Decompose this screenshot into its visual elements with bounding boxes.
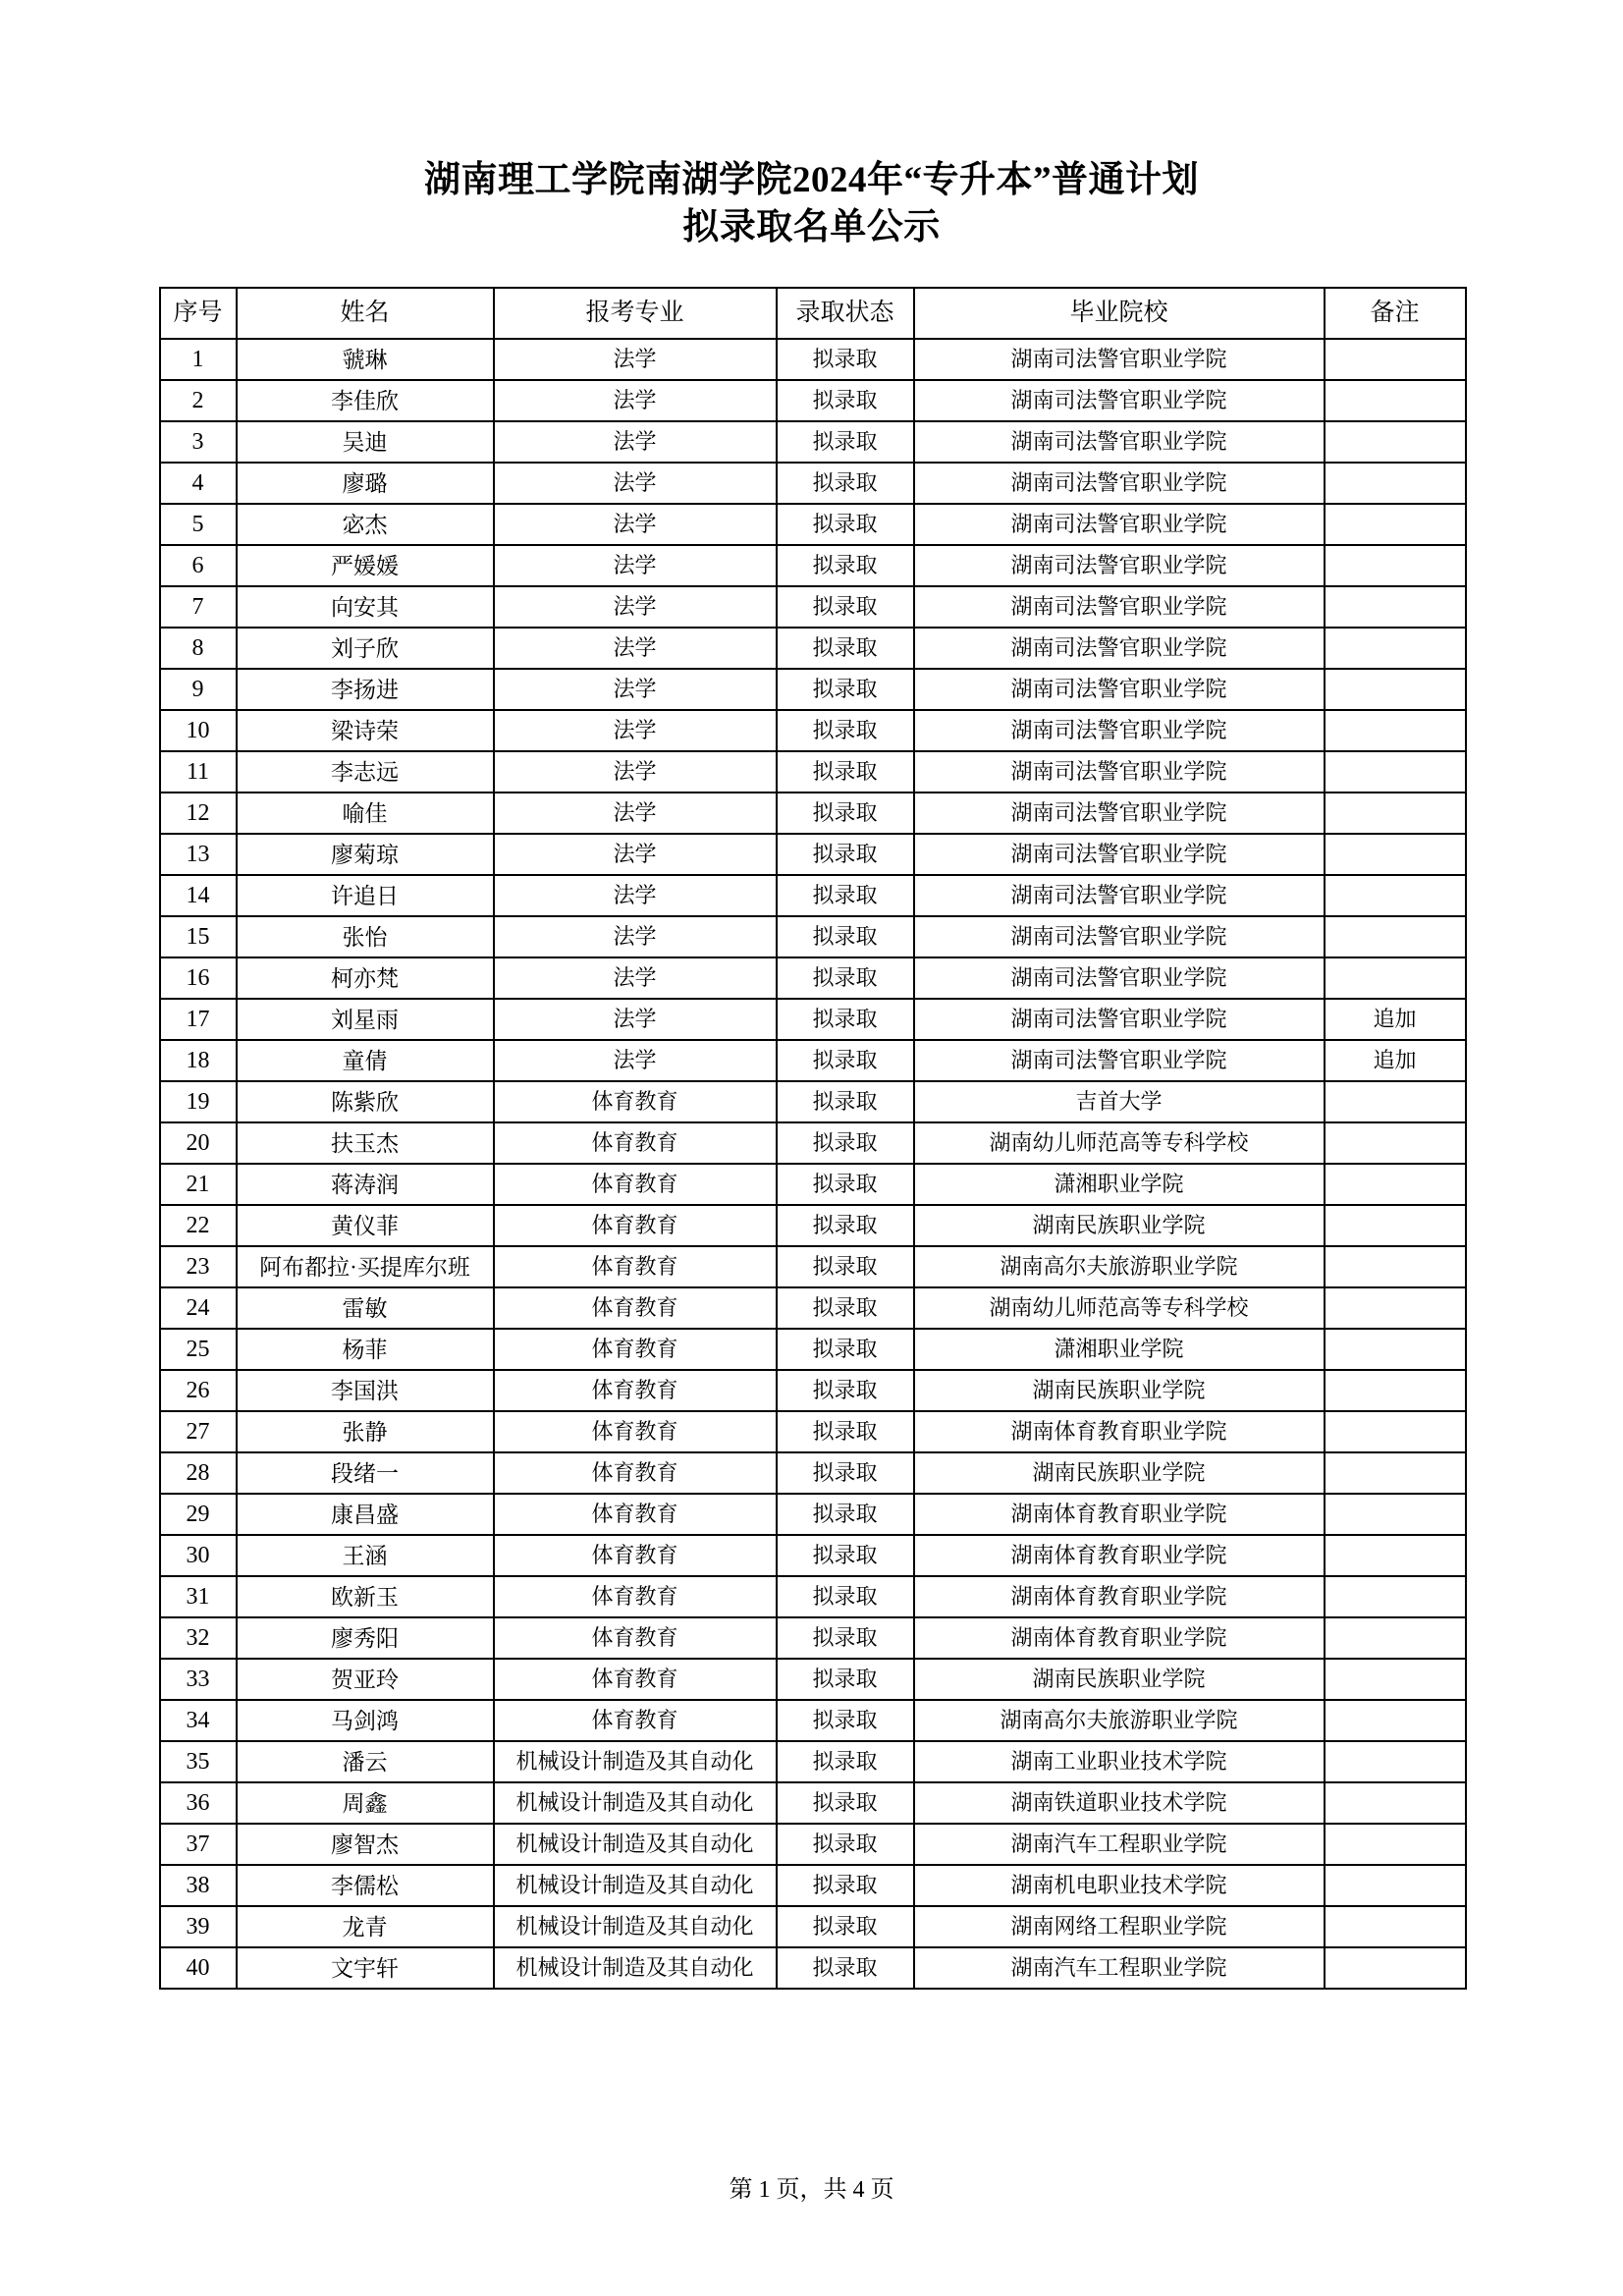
cell-name: 文宇轩 bbox=[237, 1947, 494, 1989]
cell-major: 法学 bbox=[494, 545, 777, 586]
cell-note bbox=[1325, 1906, 1466, 1947]
table-row bbox=[160, 1246, 1466, 1287]
table-row bbox=[160, 545, 1466, 586]
cell-school: 湖南机电职业技术学院 bbox=[914, 1865, 1325, 1906]
cell-name: 康昌盛 bbox=[237, 1494, 494, 1535]
cell-index: 17 bbox=[160, 999, 237, 1040]
cell-note bbox=[1325, 586, 1466, 628]
cell-status: 拟录取 bbox=[777, 1370, 914, 1411]
cell-index: 18 bbox=[160, 1040, 237, 1081]
cell-major: 体育教育 bbox=[494, 1452, 777, 1494]
table-row bbox=[160, 1329, 1466, 1370]
cell-school: 湖南司法警官职业学院 bbox=[914, 957, 1325, 999]
cell-school: 湖南司法警官职业学院 bbox=[914, 916, 1325, 957]
column-header-major: 报考专业 bbox=[494, 288, 777, 339]
cell-note bbox=[1325, 1411, 1466, 1452]
cell-school: 湖南司法警官职业学院 bbox=[914, 504, 1325, 545]
table-row bbox=[160, 1824, 1466, 1865]
cell-school: 湖南司法警官职业学院 bbox=[914, 1040, 1325, 1081]
cell-status: 拟录取 bbox=[777, 1824, 914, 1865]
cell-index: 2 bbox=[160, 380, 237, 421]
cell-status: 拟录取 bbox=[777, 834, 914, 875]
cell-major: 体育教育 bbox=[494, 1700, 777, 1741]
cell-status: 拟录取 bbox=[777, 1164, 914, 1205]
table-header-row bbox=[160, 288, 1466, 339]
cell-index: 22 bbox=[160, 1205, 237, 1246]
cell-status: 拟录取 bbox=[777, 710, 914, 751]
table-row bbox=[160, 1576, 1466, 1617]
document-title bbox=[0, 0, 1623, 251]
cell-major: 法学 bbox=[494, 793, 777, 834]
cell-major: 体育教育 bbox=[494, 1659, 777, 1700]
cell-major: 体育教育 bbox=[494, 1122, 777, 1164]
cell-note bbox=[1325, 1494, 1466, 1535]
cell-note bbox=[1325, 1700, 1466, 1741]
cell-major: 法学 bbox=[494, 999, 777, 1040]
table-row bbox=[160, 586, 1466, 628]
page-footer: 第 1 页，共 4 页 bbox=[729, 2177, 894, 2203]
cell-major: 机械设计制造及其自动化 bbox=[494, 1906, 777, 1947]
cell-note bbox=[1325, 545, 1466, 586]
table-row bbox=[160, 421, 1466, 463]
cell-index: 31 bbox=[160, 1576, 237, 1617]
cell-major: 体育教育 bbox=[494, 1576, 777, 1617]
cell-note bbox=[1325, 1535, 1466, 1576]
table-row bbox=[160, 504, 1466, 545]
cell-name: 李佳欣 bbox=[237, 380, 494, 421]
cell-index: 12 bbox=[160, 793, 237, 834]
cell-name: 廖璐 bbox=[237, 463, 494, 504]
cell-note bbox=[1325, 957, 1466, 999]
roster-table bbox=[159, 287, 1467, 1990]
cell-major: 体育教育 bbox=[494, 1370, 777, 1411]
cell-school: 湖南司法警官职业学院 bbox=[914, 834, 1325, 875]
cell-status: 拟录取 bbox=[777, 1741, 914, 1782]
cell-school: 湖南司法警官职业学院 bbox=[914, 875, 1325, 916]
cell-note bbox=[1325, 710, 1466, 751]
cell-name: 龙青 bbox=[237, 1906, 494, 1947]
cell-status: 拟录取 bbox=[777, 339, 914, 380]
table-row bbox=[160, 380, 1466, 421]
cell-name: 张怡 bbox=[237, 916, 494, 957]
cell-status: 拟录取 bbox=[777, 463, 914, 504]
cell-school: 湖南司法警官职业学院 bbox=[914, 545, 1325, 586]
cell-index: 1 bbox=[160, 339, 237, 380]
cell-status: 拟录取 bbox=[777, 1452, 914, 1494]
cell-index: 5 bbox=[160, 504, 237, 545]
cell-major: 机械设计制造及其自动化 bbox=[494, 1782, 777, 1824]
cell-school: 湖南司法警官职业学院 bbox=[914, 421, 1325, 463]
cell-status: 拟录取 bbox=[777, 1700, 914, 1741]
cell-name: 廖秀阳 bbox=[237, 1617, 494, 1659]
cell-index: 6 bbox=[160, 545, 237, 586]
cell-name: 廖菊琼 bbox=[237, 834, 494, 875]
table-row bbox=[160, 1535, 1466, 1576]
cell-school: 湖南司法警官职业学院 bbox=[914, 380, 1325, 421]
cell-status: 拟录取 bbox=[777, 1617, 914, 1659]
cell-note bbox=[1325, 628, 1466, 669]
table-row bbox=[160, 875, 1466, 916]
cell-index: 11 bbox=[160, 751, 237, 793]
cell-school: 湖南司法警官职业学院 bbox=[914, 751, 1325, 793]
cell-status: 拟录取 bbox=[777, 1329, 914, 1370]
table-row bbox=[160, 1617, 1466, 1659]
cell-name: 李儒松 bbox=[237, 1865, 494, 1906]
cell-name: 欧新玉 bbox=[237, 1576, 494, 1617]
title-line-1: 湖南理工学院南湖学院2024年“专升本”普通计划 bbox=[424, 160, 1199, 200]
cell-name: 李扬进 bbox=[237, 669, 494, 710]
cell-name: 李志远 bbox=[237, 751, 494, 793]
cell-major: 体育教育 bbox=[494, 1164, 777, 1205]
cell-index: 23 bbox=[160, 1246, 237, 1287]
column-header-status: 录取状态 bbox=[777, 288, 914, 339]
cell-name: 潘云 bbox=[237, 1741, 494, 1782]
cell-status: 拟录取 bbox=[777, 875, 914, 916]
cell-school: 湖南司法警官职业学院 bbox=[914, 793, 1325, 834]
column-header-index: 序号 bbox=[160, 288, 237, 339]
cell-school: 湖南民族职业学院 bbox=[914, 1452, 1325, 1494]
cell-index: 15 bbox=[160, 916, 237, 957]
cell-index: 32 bbox=[160, 1617, 237, 1659]
table-row bbox=[160, 957, 1466, 999]
cell-index: 28 bbox=[160, 1452, 237, 1494]
cell-status: 拟录取 bbox=[777, 380, 914, 421]
cell-major: 法学 bbox=[494, 710, 777, 751]
table-row bbox=[160, 1411, 1466, 1452]
cell-note bbox=[1325, 1617, 1466, 1659]
cell-index: 14 bbox=[160, 875, 237, 916]
cell-index: 34 bbox=[160, 1700, 237, 1741]
cell-major: 机械设计制造及其自动化 bbox=[494, 1947, 777, 1989]
cell-note bbox=[1325, 875, 1466, 916]
cell-school: 湖南司法警官职业学院 bbox=[914, 463, 1325, 504]
cell-index: 7 bbox=[160, 586, 237, 628]
cell-major: 法学 bbox=[494, 751, 777, 793]
cell-name: 扶玉杰 bbox=[237, 1122, 494, 1164]
cell-index: 10 bbox=[160, 710, 237, 751]
cell-index: 36 bbox=[160, 1782, 237, 1824]
roster-table-body bbox=[160, 339, 1466, 1989]
cell-major: 体育教育 bbox=[494, 1287, 777, 1329]
cell-school: 湖南高尔夫旅游职业学院 bbox=[914, 1246, 1325, 1287]
cell-status: 拟录取 bbox=[777, 1947, 914, 1989]
cell-status: 拟录取 bbox=[777, 545, 914, 586]
cell-index: 20 bbox=[160, 1122, 237, 1164]
cell-note bbox=[1325, 1122, 1466, 1164]
cell-name: 张静 bbox=[237, 1411, 494, 1452]
cell-status: 拟录取 bbox=[777, 1040, 914, 1081]
cell-note bbox=[1325, 504, 1466, 545]
cell-name: 梁诗荣 bbox=[237, 710, 494, 751]
cell-name: 阿布都拉·买提库尔班 bbox=[237, 1246, 494, 1287]
cell-major: 法学 bbox=[494, 1040, 777, 1081]
cell-major: 法学 bbox=[494, 586, 777, 628]
cell-status: 拟录取 bbox=[777, 1246, 914, 1287]
cell-index: 3 bbox=[160, 421, 237, 463]
table-row bbox=[160, 1782, 1466, 1824]
cell-school: 湖南民族职业学院 bbox=[914, 1659, 1325, 1700]
cell-name: 雷敏 bbox=[237, 1287, 494, 1329]
cell-name: 贺亚玲 bbox=[237, 1659, 494, 1700]
cell-school: 湖南司法警官职业学院 bbox=[914, 710, 1325, 751]
table-row bbox=[160, 751, 1466, 793]
cell-status: 拟录取 bbox=[777, 586, 914, 628]
cell-status: 拟录取 bbox=[777, 1659, 914, 1700]
cell-index: 30 bbox=[160, 1535, 237, 1576]
cell-status: 拟录取 bbox=[777, 916, 914, 957]
cell-status: 拟录取 bbox=[777, 669, 914, 710]
table-row bbox=[160, 793, 1466, 834]
cell-school: 湖南体育教育职业学院 bbox=[914, 1576, 1325, 1617]
cell-name: 周鑫 bbox=[237, 1782, 494, 1824]
table-row bbox=[160, 916, 1466, 957]
cell-note bbox=[1325, 1947, 1466, 1989]
cell-school: 湖南司法警官职业学院 bbox=[914, 628, 1325, 669]
cell-note bbox=[1325, 380, 1466, 421]
cell-major: 机械设计制造及其自动化 bbox=[494, 1865, 777, 1906]
cell-status: 拟录取 bbox=[777, 999, 914, 1040]
cell-index: 25 bbox=[160, 1329, 237, 1370]
roster-table-container bbox=[159, 287, 1465, 1990]
cell-major: 法学 bbox=[494, 628, 777, 669]
title-line-2: 拟录取名单公示 bbox=[682, 207, 941, 248]
table-row bbox=[160, 1287, 1466, 1329]
cell-name: 向安其 bbox=[237, 586, 494, 628]
cell-note bbox=[1325, 916, 1466, 957]
cell-school: 潇湘职业学院 bbox=[914, 1329, 1325, 1370]
cell-note bbox=[1325, 751, 1466, 793]
cell-status: 拟录取 bbox=[777, 1782, 914, 1824]
cell-major: 体育教育 bbox=[494, 1205, 777, 1246]
cell-index: 16 bbox=[160, 957, 237, 999]
cell-school: 湖南民族职业学院 bbox=[914, 1205, 1325, 1246]
cell-note bbox=[1325, 1576, 1466, 1617]
cell-status: 拟录取 bbox=[777, 793, 914, 834]
table-row bbox=[160, 1081, 1466, 1122]
cell-note bbox=[1325, 1782, 1466, 1824]
cell-status: 拟录取 bbox=[777, 504, 914, 545]
cell-major: 体育教育 bbox=[494, 1411, 777, 1452]
table-row bbox=[160, 1122, 1466, 1164]
cell-status: 拟录取 bbox=[777, 1081, 914, 1122]
cell-school: 湖南铁道职业技术学院 bbox=[914, 1782, 1325, 1824]
table-row bbox=[160, 463, 1466, 504]
cell-index: 38 bbox=[160, 1865, 237, 1906]
table-row bbox=[160, 628, 1466, 669]
cell-status: 拟录取 bbox=[777, 1122, 914, 1164]
cell-index: 37 bbox=[160, 1824, 237, 1865]
column-header-school: 毕业院校 bbox=[914, 288, 1325, 339]
cell-index: 19 bbox=[160, 1081, 237, 1122]
cell-major: 机械设计制造及其自动化 bbox=[494, 1741, 777, 1782]
cell-name: 马剑鸿 bbox=[237, 1700, 494, 1741]
cell-major: 法学 bbox=[494, 916, 777, 957]
table-row bbox=[160, 1741, 1466, 1782]
cell-major: 法学 bbox=[494, 669, 777, 710]
cell-name: 童倩 bbox=[237, 1040, 494, 1081]
cell-major: 法学 bbox=[494, 463, 777, 504]
cell-school: 湖南幼儿师范高等专科学校 bbox=[914, 1122, 1325, 1164]
cell-note bbox=[1325, 463, 1466, 504]
cell-name: 杨菲 bbox=[237, 1329, 494, 1370]
cell-major: 体育教育 bbox=[494, 1617, 777, 1659]
table-row bbox=[160, 710, 1466, 751]
cell-index: 33 bbox=[160, 1659, 237, 1700]
table-row bbox=[160, 669, 1466, 710]
table-row bbox=[160, 1164, 1466, 1205]
cell-name: 刘星雨 bbox=[237, 999, 494, 1040]
cell-major: 法学 bbox=[494, 875, 777, 916]
cell-note: 追加 bbox=[1325, 1040, 1466, 1081]
cell-index: 27 bbox=[160, 1411, 237, 1452]
cell-major: 法学 bbox=[494, 421, 777, 463]
cell-note bbox=[1325, 1081, 1466, 1122]
column-header-name: 姓名 bbox=[237, 288, 494, 339]
cell-school: 湖南民族职业学院 bbox=[914, 1370, 1325, 1411]
table-row bbox=[160, 1205, 1466, 1246]
cell-index: 29 bbox=[160, 1494, 237, 1535]
cell-note bbox=[1325, 1246, 1466, 1287]
cell-status: 拟录取 bbox=[777, 1205, 914, 1246]
cell-school: 湖南体育教育职业学院 bbox=[914, 1411, 1325, 1452]
cell-index: 8 bbox=[160, 628, 237, 669]
cell-school: 湖南高尔夫旅游职业学院 bbox=[914, 1700, 1325, 1741]
cell-status: 拟录取 bbox=[777, 1411, 914, 1452]
cell-status: 拟录取 bbox=[777, 421, 914, 463]
cell-note bbox=[1325, 1370, 1466, 1411]
cell-school: 湖南司法警官职业学院 bbox=[914, 586, 1325, 628]
table-row bbox=[160, 1659, 1466, 1700]
cell-status: 拟录取 bbox=[777, 957, 914, 999]
cell-major: 法学 bbox=[494, 504, 777, 545]
cell-status: 拟录取 bbox=[777, 628, 914, 669]
table-row bbox=[160, 339, 1466, 380]
cell-note bbox=[1325, 1205, 1466, 1246]
cell-school: 湖南体育教育职业学院 bbox=[914, 1494, 1325, 1535]
cell-school: 湖南体育教育职业学院 bbox=[914, 1617, 1325, 1659]
cell-note bbox=[1325, 421, 1466, 463]
cell-school: 湖南网络工程职业学院 bbox=[914, 1906, 1325, 1947]
cell-status: 拟录取 bbox=[777, 1535, 914, 1576]
cell-index: 26 bbox=[160, 1370, 237, 1411]
cell-status: 拟录取 bbox=[777, 1494, 914, 1535]
cell-major: 法学 bbox=[494, 957, 777, 999]
cell-status: 拟录取 bbox=[777, 1906, 914, 1947]
cell-status: 拟录取 bbox=[777, 751, 914, 793]
table-row bbox=[160, 1906, 1466, 1947]
cell-school: 湖南汽车工程职业学院 bbox=[914, 1947, 1325, 1989]
cell-note bbox=[1325, 1164, 1466, 1205]
cell-major: 法学 bbox=[494, 834, 777, 875]
cell-school: 湖南司法警官职业学院 bbox=[914, 999, 1325, 1040]
cell-name: 黄仪菲 bbox=[237, 1205, 494, 1246]
cell-school: 湖南司法警官职业学院 bbox=[914, 669, 1325, 710]
cell-major: 体育教育 bbox=[494, 1494, 777, 1535]
cell-index: 40 bbox=[160, 1947, 237, 1989]
cell-major: 体育教育 bbox=[494, 1535, 777, 1576]
cell-school: 潇湘职业学院 bbox=[914, 1164, 1325, 1205]
cell-school: 吉首大学 bbox=[914, 1081, 1325, 1122]
cell-note bbox=[1325, 793, 1466, 834]
cell-name: 严媛媛 bbox=[237, 545, 494, 586]
cell-major: 机械设计制造及其自动化 bbox=[494, 1824, 777, 1865]
cell-school: 湖南汽车工程职业学院 bbox=[914, 1824, 1325, 1865]
cell-major: 法学 bbox=[494, 380, 777, 421]
cell-note bbox=[1325, 1287, 1466, 1329]
cell-name: 王涵 bbox=[237, 1535, 494, 1576]
table-row bbox=[160, 1494, 1466, 1535]
cell-name: 刘子欣 bbox=[237, 628, 494, 669]
cell-note: 追加 bbox=[1325, 999, 1466, 1040]
cell-name: 陈紫欣 bbox=[237, 1081, 494, 1122]
cell-school: 湖南司法警官职业学院 bbox=[914, 339, 1325, 380]
cell-index: 24 bbox=[160, 1287, 237, 1329]
cell-index: 39 bbox=[160, 1906, 237, 1947]
cell-major: 体育教育 bbox=[494, 1329, 777, 1370]
cell-note bbox=[1325, 1452, 1466, 1494]
cell-index: 4 bbox=[160, 463, 237, 504]
cell-status: 拟录取 bbox=[777, 1865, 914, 1906]
table-row bbox=[160, 1452, 1466, 1494]
cell-school: 湖南幼儿师范高等专科学校 bbox=[914, 1287, 1325, 1329]
cell-school: 湖南工业职业技术学院 bbox=[914, 1741, 1325, 1782]
cell-status: 拟录取 bbox=[777, 1287, 914, 1329]
cell-note bbox=[1325, 1329, 1466, 1370]
table-row bbox=[160, 999, 1466, 1040]
table-row bbox=[160, 1700, 1466, 1741]
cell-index: 35 bbox=[160, 1741, 237, 1782]
column-header-note: 备注 bbox=[1325, 288, 1466, 339]
cell-index: 21 bbox=[160, 1164, 237, 1205]
cell-name: 柯亦梵 bbox=[237, 957, 494, 999]
cell-status: 拟录取 bbox=[777, 1576, 914, 1617]
cell-name: 李国洪 bbox=[237, 1370, 494, 1411]
cell-name: 蒋涛润 bbox=[237, 1164, 494, 1205]
cell-note bbox=[1325, 1865, 1466, 1906]
cell-name: 廖智杰 bbox=[237, 1824, 494, 1865]
table-row bbox=[160, 1370, 1466, 1411]
cell-name: 许追日 bbox=[237, 875, 494, 916]
cell-school: 湖南体育教育职业学院 bbox=[914, 1535, 1325, 1576]
cell-name: 虢琳 bbox=[237, 339, 494, 380]
cell-index: 9 bbox=[160, 669, 237, 710]
table-row bbox=[160, 1040, 1466, 1081]
table-row bbox=[160, 1947, 1466, 1989]
cell-note bbox=[1325, 1659, 1466, 1700]
table-row bbox=[160, 834, 1466, 875]
cell-name: 宓杰 bbox=[237, 504, 494, 545]
cell-note bbox=[1325, 1741, 1466, 1782]
cell-name: 吴迪 bbox=[237, 421, 494, 463]
cell-major: 体育教育 bbox=[494, 1246, 777, 1287]
cell-major: 法学 bbox=[494, 339, 777, 380]
cell-name: 段绪一 bbox=[237, 1452, 494, 1494]
table-row bbox=[160, 1865, 1466, 1906]
cell-major: 体育教育 bbox=[494, 1081, 777, 1122]
cell-note bbox=[1325, 1824, 1466, 1865]
cell-name: 喻佳 bbox=[237, 793, 494, 834]
cell-index: 13 bbox=[160, 834, 237, 875]
cell-note bbox=[1325, 339, 1466, 380]
cell-note bbox=[1325, 669, 1466, 710]
cell-note bbox=[1325, 834, 1466, 875]
